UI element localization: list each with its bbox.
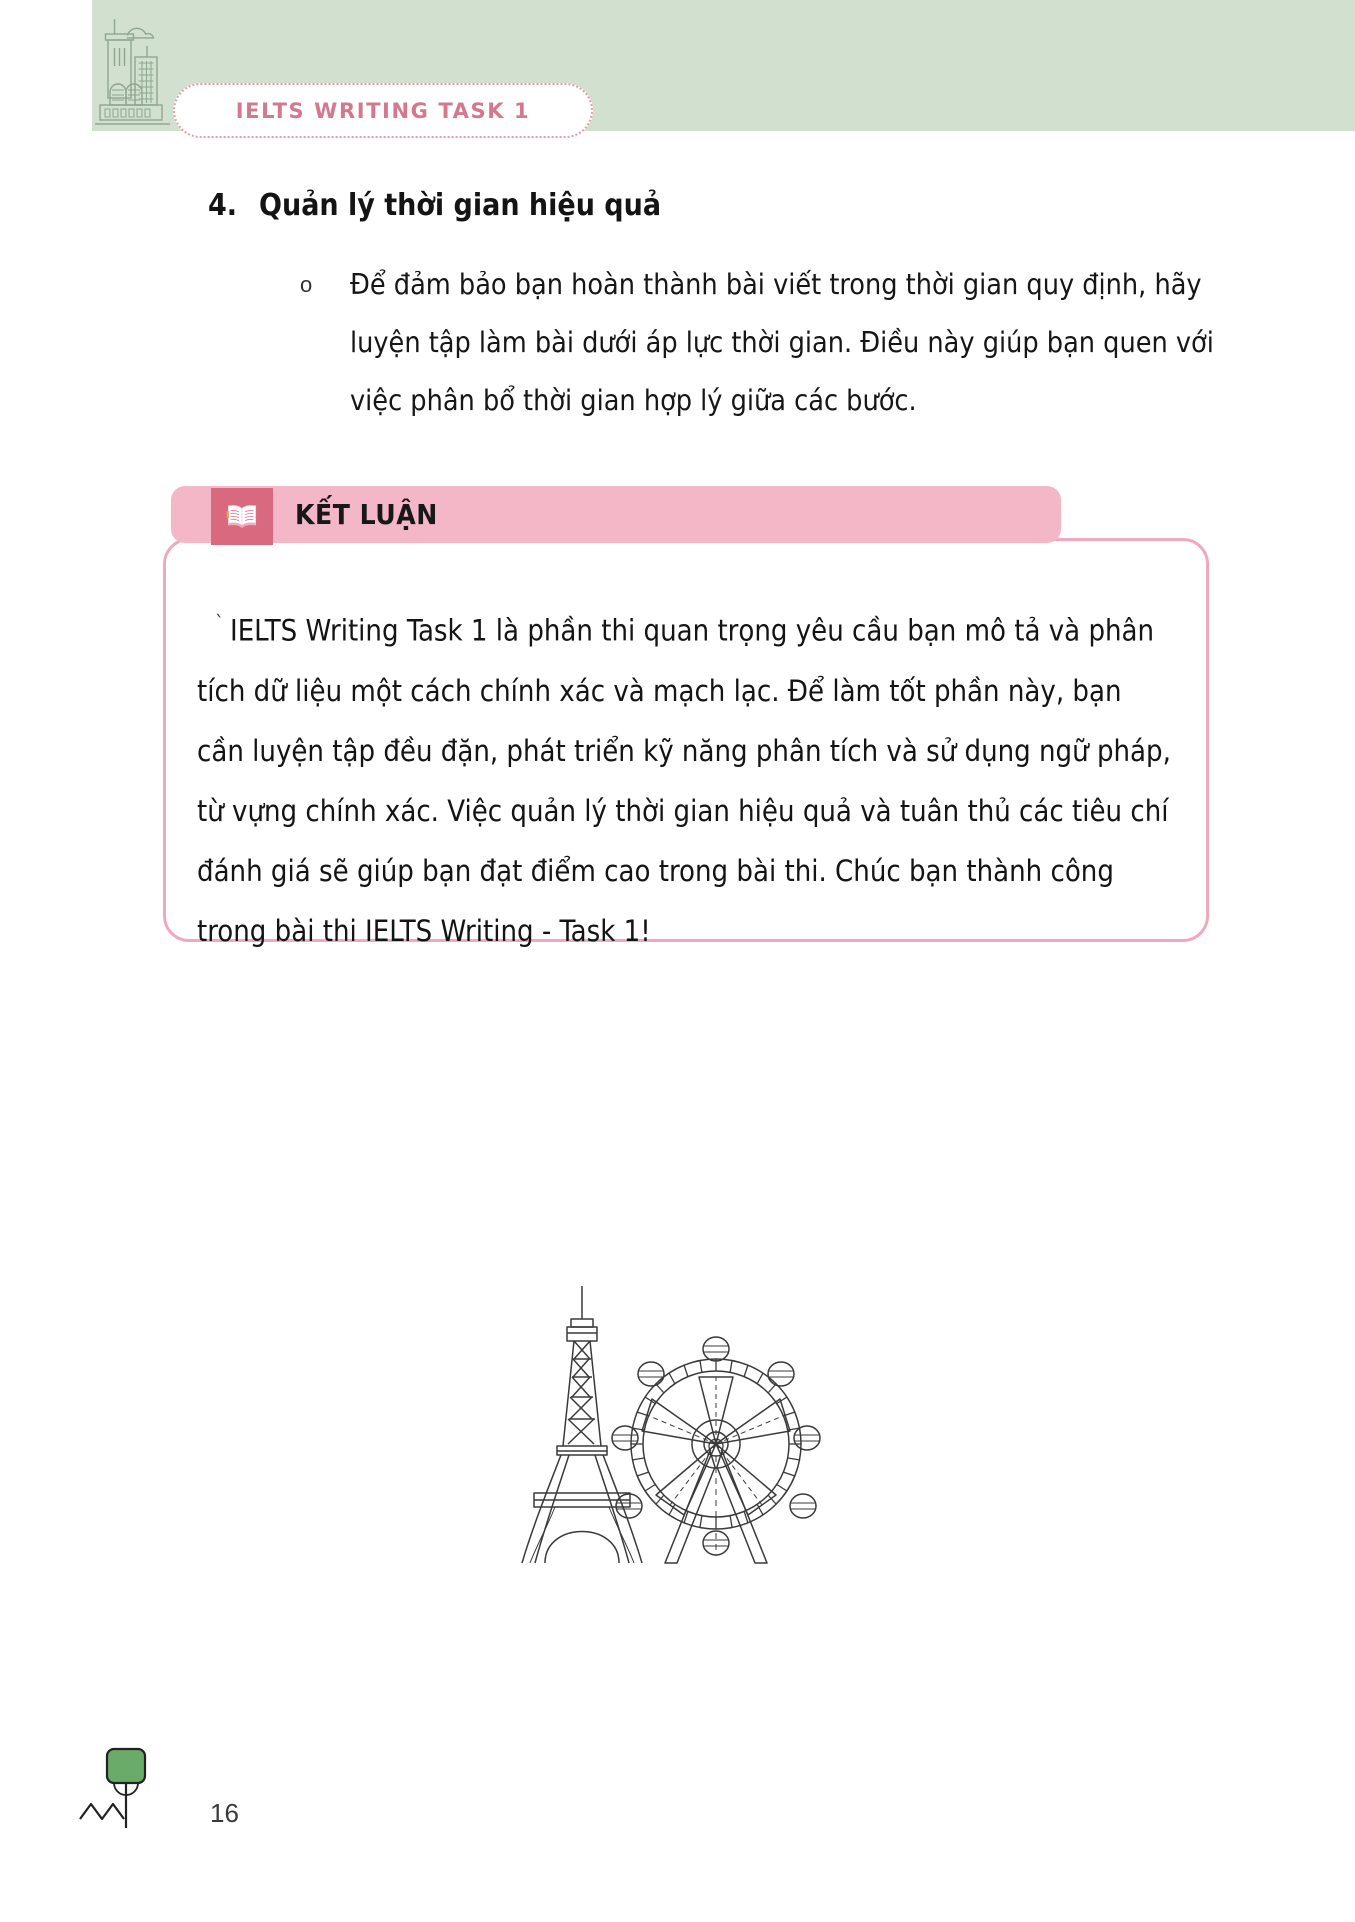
section-heading bbox=[208, 188, 661, 223]
chapter-title-pill bbox=[173, 83, 593, 138]
open-book-icon bbox=[211, 488, 273, 545]
conclusion-title: KẾT LUẬN bbox=[295, 498, 438, 531]
conclusion-body-text: IELTS Writing Task 1 là phần thi quan trọng yêu cầu bạn mô tả và phân tích dữ liệu một cách chính xác và mạch lạc. Để làm tốt phần này, bạn cần luyện tập đều đặn, phát triển kỹ năng phân tích và sử dụng ngữ pháp, từ vựng chính xác. Việc quản lý thời gian hiệu quả và tuân thủ các tiêu chí đánh giá sẽ giúp bạn đạt điểm cao trong bài thi. Chúc bạn thành công trong bài thi IELTS Writing - Task 1! bbox=[197, 613, 1171, 948]
page-header bbox=[0, 0, 1355, 131]
chapter-title-label: IELTS WRITING TASK 1 bbox=[235, 98, 531, 123]
lead-tick-mark: ` bbox=[215, 611, 224, 635]
bullet-text: Để đảm bảo bạn hoàn thành bài viết trong thời gian quy định, hãy luyện tập làm bài dưới áp lực thời gian. Điều này giúp bạn quen với việc phân bổ thời gian hợp lý giữa các bước. bbox=[350, 268, 1214, 417]
green-tree-and-mountains-icon bbox=[78, 1736, 208, 1846]
conclusion-text-wrapper bbox=[163, 538, 1209, 961]
page-number: 16 bbox=[210, 1798, 239, 1828]
conclusion-paragraph bbox=[197, 593, 1175, 961]
eiffel-tower-and-ferris-wheel-illustration bbox=[489, 1281, 829, 1571]
page-footer bbox=[78, 1736, 298, 1856]
conclusion-header-bar bbox=[171, 486, 1061, 543]
section-number: 4. bbox=[208, 188, 238, 223]
section-title: Quản lý thời gian hiệu quả bbox=[259, 188, 662, 223]
bullet-marker-icon: o bbox=[300, 272, 313, 297]
bullet-item bbox=[300, 256, 1220, 430]
